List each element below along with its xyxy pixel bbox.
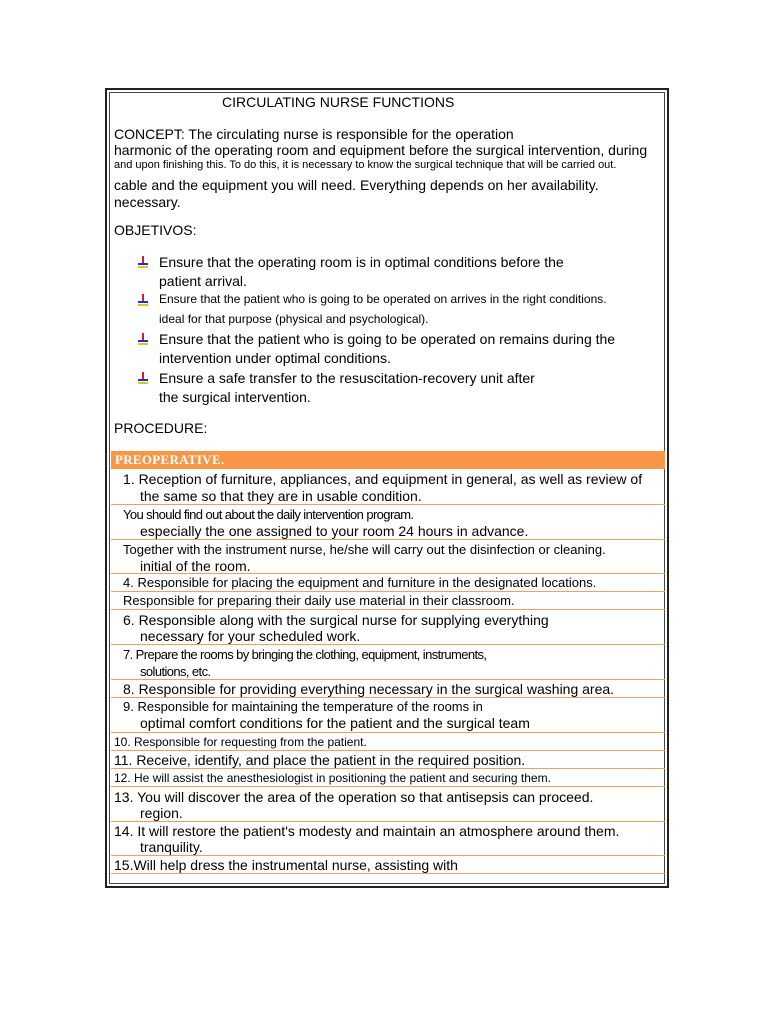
row-text: 1. Reception of furniture, appliances, and equipment in general, as well as review of — [123, 471, 643, 487]
row-text: 4. Responsible for placing the equipment and furniture in the designated locations. — [123, 575, 597, 590]
row-text: You should find out about the daily intervention program. — [123, 507, 414, 522]
table-row — [111, 751, 665, 769]
concept-line: CONCEPT: The circulating nurse is responsible for the operation — [114, 126, 514, 142]
table-row — [111, 680, 665, 698]
objective-text: intervention under optimal conditions. — [159, 350, 391, 366]
row-text: 12. He will assist the anesthesiologist in positioning the patient and securing them. — [114, 771, 551, 785]
objective-text: the surgical intervention. — [159, 389, 311, 405]
row-text: region. — [140, 805, 183, 821]
row-text: 7. Prepare the rooms by bringing the clothing, equipment, instruments, — [123, 647, 487, 662]
row-text: 11. Receive, identify, and place the patient in the required position. — [114, 752, 526, 768]
objective-text: Ensure that the operating room is in optimal conditions before the — [159, 254, 564, 270]
row-text: 10. Responsible for requesting from the patient. — [114, 735, 367, 749]
arrow-bullet-icon — [137, 333, 149, 345]
arrow-bullet-icon — [137, 256, 149, 268]
arrow-bullet-icon — [137, 372, 149, 384]
row-text: 15.Will help dress the instrumental nurse, assisting with — [114, 857, 458, 873]
row-text: 14. It will restore the patient's modesty and maintain an atmosphere around them. — [114, 823, 620, 839]
table-row — [111, 540, 665, 574]
row-text: Together with the instrument nurse, he/she will carry out the disinfection or cleaning. — [123, 542, 606, 557]
table-row — [111, 610, 665, 645]
row-text: 8. Responsible for providing everything necessary in the surgical washing area. — [123, 681, 615, 697]
table-header: PREOPERATIVE. — [111, 451, 665, 469]
concept-line: necessary. — [114, 194, 181, 210]
objective-text: Ensure that the patient who is going to be operated on arrives in the right conditions. — [159, 292, 607, 306]
objective-text: Ensure a safe transfer to the resuscitation-recovery unit after — [159, 370, 535, 386]
table-row — [111, 505, 665, 540]
objective-text: ideal for that purpose (physical and psychological). — [159, 312, 429, 326]
page-title: CIRCULATING NURSE FUNCTIONS — [222, 94, 455, 110]
objective-text: patient arrival. — [159, 273, 247, 289]
table-row — [111, 574, 665, 592]
objectives-heading: OBJETIVOS: — [114, 222, 197, 238]
table-row — [111, 645, 665, 680]
row-text: optimal comfort conditions for the patient and the surgical team — [140, 715, 530, 731]
objective-text: Ensure that the patient who is going to be operated on remains during the — [159, 331, 616, 347]
row-text: the same so that they are in usable condition. — [140, 488, 422, 504]
concept-line: cable and the equipment you will need. Everything depends on her availability. — [114, 177, 599, 193]
concept-line: and upon finishing this. To do this, it is necessary to know the surgical technique that will be carried out. — [114, 159, 617, 171]
concept-line: harmonic of the operating room and equipment before the surgical intervention, during — [114, 142, 648, 158]
row-text: initial of the room. — [140, 558, 251, 574]
row-text: 9. Responsible for maintaining the temperature of the rooms in — [123, 699, 483, 714]
row-text: tranquility. — [140, 839, 203, 855]
table-row — [111, 733, 665, 751]
table-row — [111, 698, 665, 733]
row-text: solutions, etc. — [140, 664, 211, 679]
row-text: especially the one assigned to your room 24 hours in advance. — [140, 523, 529, 539]
row-text: 13. You will discover the area of the operation so that antisepsis can proceed. — [114, 789, 594, 805]
procedure-heading: PROCEDURE: — [114, 420, 208, 436]
row-text: necessary for your scheduled work. — [140, 628, 361, 644]
table-row — [111, 856, 665, 874]
row-text: 6. Responsible along with the surgical nurse for supplying everything — [123, 612, 549, 628]
table-row — [111, 787, 665, 822]
table-row — [111, 769, 665, 787]
table-row — [111, 469, 665, 505]
arrow-bullet-icon — [137, 294, 149, 306]
table-row — [111, 822, 665, 856]
row-text: Responsible for preparing their daily use material in their classroom. — [123, 593, 515, 608]
table-row — [111, 592, 665, 610]
